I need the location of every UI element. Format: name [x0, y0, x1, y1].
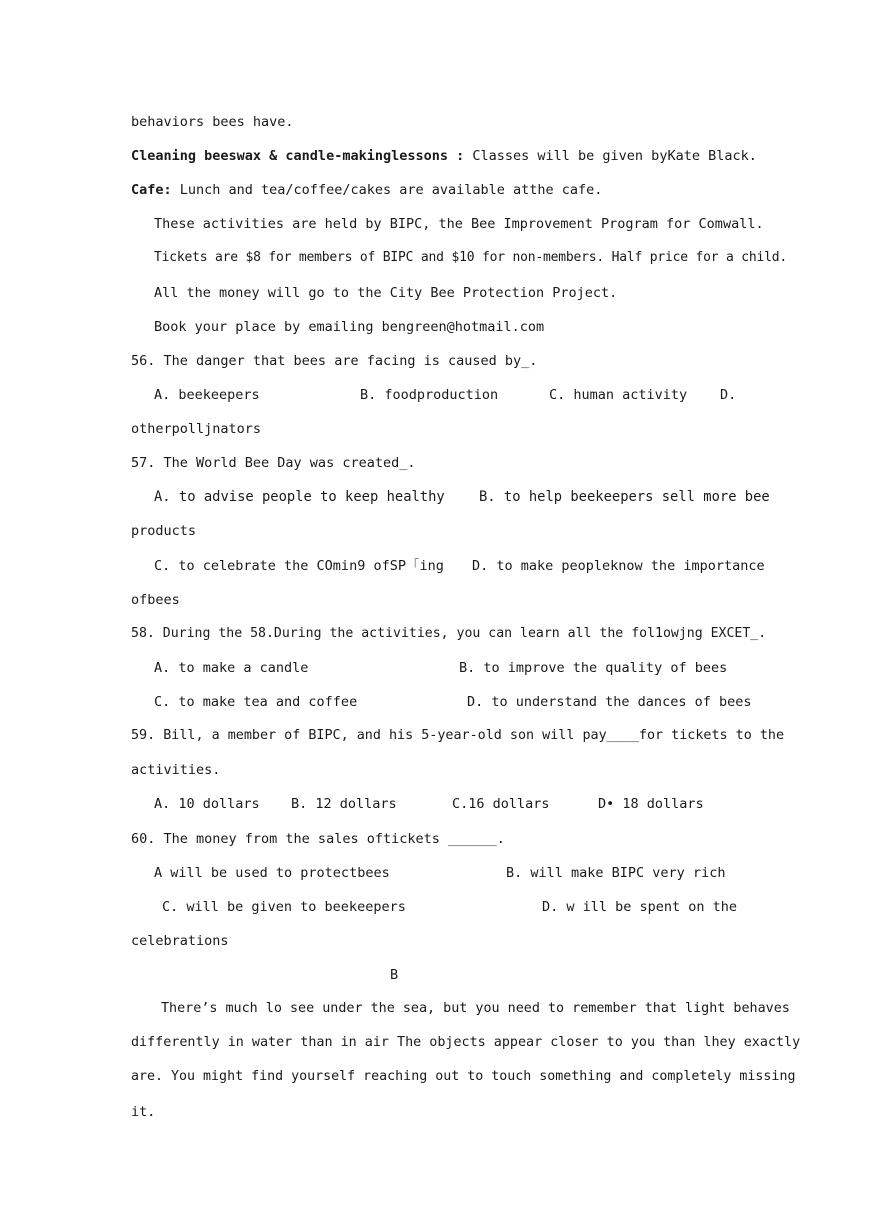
question-56-option-d-continued: otherpolljnators: [131, 421, 262, 437]
question-60-option-c: C. will be given to beekeepers: [162, 899, 406, 915]
money-line: All the money will go to the City Bee Protection Project.: [154, 285, 618, 301]
question-59-option-c: C.16 dollars: [452, 796, 550, 812]
cafe-text: Lunch and tea/coffee/cakes are available atthe cafe.: [171, 182, 603, 198]
question-56-stem: 56. The danger that bees are facing is caused by_.: [131, 353, 538, 369]
question-56-option-d: D.: [720, 387, 737, 403]
question-60-stem: 60. The money from the sales oftickets ______.: [131, 831, 505, 847]
question-59-option-d: D• 18 dollars: [598, 796, 704, 812]
cleaning-lessons-text: Classes will be given byKate Black.: [464, 148, 757, 164]
question-59-option-b: B. 12 dollars: [291, 796, 397, 812]
question-57-option-b: B. to help beekeepers sell more bee: [479, 489, 770, 505]
question-58-stem: 58. During the 58.During the activities, you can learn all the fol1owjng EXCET_.: [131, 626, 767, 641]
passage-line: behaviors bees have.: [131, 114, 294, 130]
question-57-option-d: D. to make peopleknow the importance: [472, 558, 765, 574]
cleaning-lessons-label: Cleaning beeswax & candle-makinglessons :: [131, 148, 465, 164]
question-59-stem-continued: activities.: [131, 762, 221, 778]
section-b-paragraph-line: are. You might find yourself reaching out to touch something and completely missing: [131, 1069, 796, 1084]
section-b-paragraph-line: it.: [131, 1104, 156, 1120]
question-57-option-c: C. to celebrate the COmin9 ofSP「ing: [154, 558, 444, 574]
question-57-option-d-continued: ofbees: [131, 592, 180, 608]
question-60-option-b: B. will make BIPC very rich: [506, 865, 726, 881]
question-56-option-c: C. human activity: [549, 387, 688, 403]
section-b-heading: B: [390, 967, 399, 983]
question-56-option-a: A. beekeepers: [154, 387, 260, 403]
question-58-option-c: C. to make tea and coffee: [154, 694, 358, 710]
question-58-option-a: A. to make a candle: [154, 660, 309, 676]
question-56-option-b: B. foodproduction: [360, 387, 499, 403]
cafe-label: Cafe:: [131, 182, 172, 198]
cleaning-lessons-line: [131, 147, 757, 165]
held-by-line: These activities are held by BIPC, the Bee Improvement Program for Comwall.: [154, 216, 764, 232]
question-60-option-d-continued: celebrations: [131, 933, 229, 949]
question-60-option-d: D. w ill be spent on the: [542, 899, 738, 915]
question-57-stem: 57. The World Bee Day was created_.: [131, 455, 416, 471]
cafe-line: [131, 181, 602, 199]
booking-line: Book your place by emailing bengreen@hotmail.com: [154, 319, 545, 335]
question-59-option-a: A. 10 dollars: [154, 796, 260, 812]
question-58-option-b: B. to improve the quality of bees: [459, 660, 728, 676]
section-b-paragraph-line: There’s much lo see under the sea, but you need to remember that light behaves: [161, 1001, 790, 1016]
question-58-option-d: D. to understand the dances of bees: [467, 694, 752, 710]
question-59-stem: 59. Bill, a member of BIPC, and his 5-year-old son will pay____for tickets to the: [131, 728, 785, 743]
question-57-option-a: A. to advise people to keep healthy: [154, 489, 445, 505]
question-60-option-a: A will be used to protectbees: [154, 865, 390, 881]
tickets-line: Tickets are $8 for members of BIPC and $10 for non-members. Half price for a child.: [154, 250, 788, 265]
question-57-option-b-continued: products: [131, 523, 197, 539]
section-b-paragraph-line: differently in water than in air The objects appear closer to you than lhey exactly: [131, 1035, 801, 1050]
